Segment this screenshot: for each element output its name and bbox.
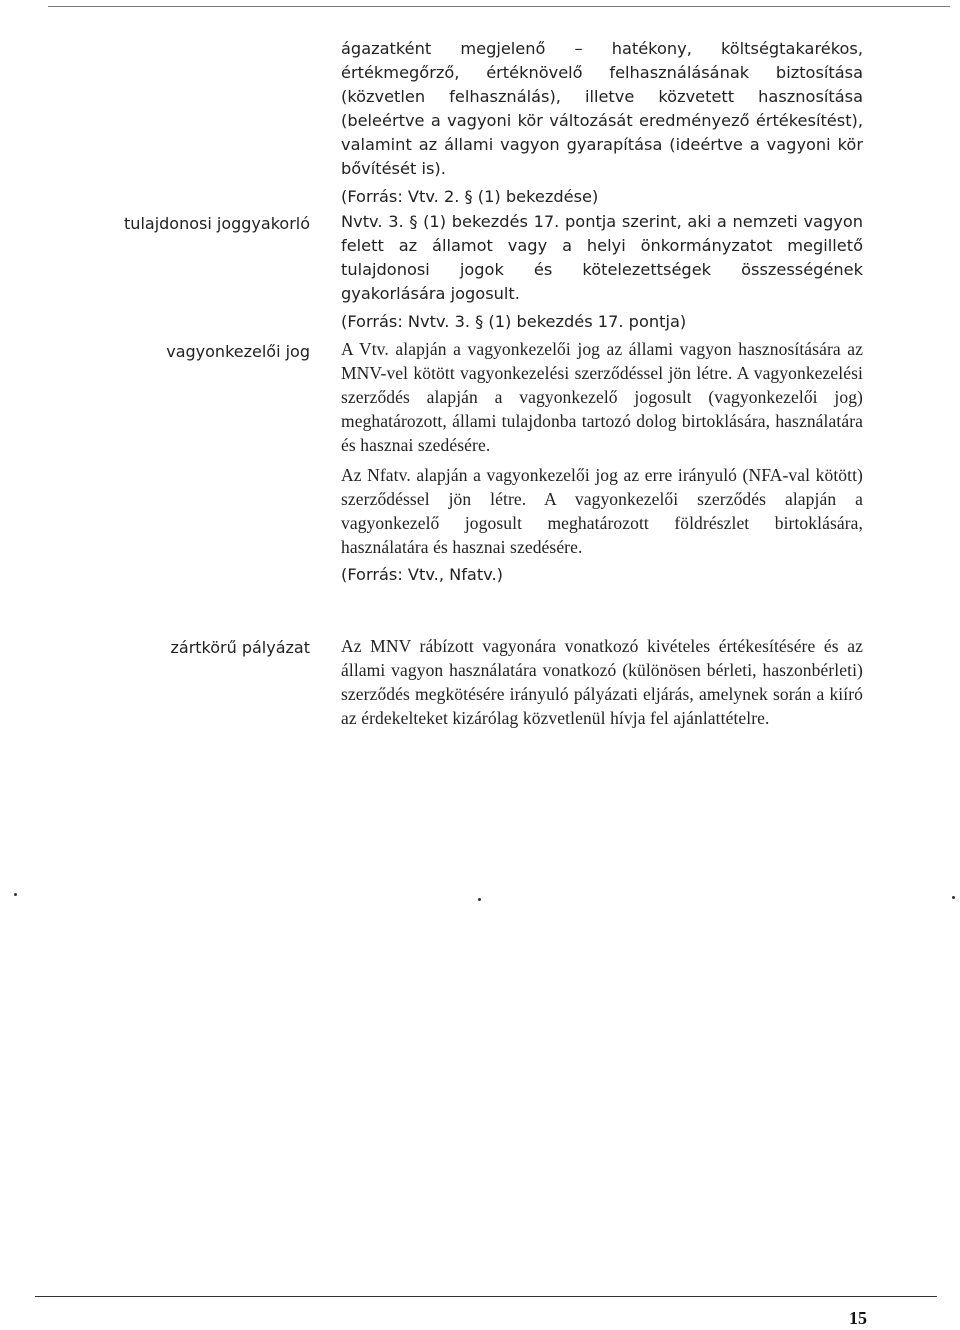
footer-rule [35,1296,937,1297]
definition-paragraph: Az MNV rábízott vagyonára vonatkozó kivételes értékesítésére és az állami vagyon használatára vonatkozó (különösen bérleti, haszonbérleti) szerződés megkötésére irányuló pályázati eljárás, amelynek során a kiíró az érdekelteket kizárólag közvetlenül hívja fel ajánlattételre. [341,636,863,728]
intro-paragraph: ágazatként megjelenő – hatékony, költségtakarékos, értékmegőrző, értéknövelő felhasználásának biztosítása (közvetlen felhasználás), illetve közvetett hasznosítása (beleértve a vagyoni kör változását eredményező értékesítést), valamint az állami vagyon gyarapítása (ideértve a vagyoni kör bővítését is). [341,39,863,178]
term-label: vagyonkezelői jog [166,342,310,361]
intro-definition [341,37,863,209]
term-label: zártkörű pályázat [170,638,310,657]
definition-paragraph: Az Nfatv. alapján a vagyonkezelői jog az erre irányuló (NFA-val kötött) szerződéssel jön létre. A vagyonkezelői szerződés alapján a vagyonkezelő jogosult meghatározott földrészlet birtoklására, használatára és hasznai szedésére. [341,465,863,557]
page-number: 15 [849,1308,867,1328]
top-rule [48,6,950,7]
stray-mark [952,896,955,899]
definition-paragraph: Nvtv. 3. § (1) bekezdés 17. pontja szerint, aki a nemzeti vagyon felett az államot vagy a helyi önkormányzatot megillető tulajdonosi jogok és kötelezettségek összességének gyakorlására jogosult. [341,212,863,303]
intro-source: (Forrás: Vtv. 2. § (1) bekezdése) [341,187,599,206]
definition-source: (Forrás: Vtv., Nfatv.) [341,565,503,584]
term-label: tulajdonosi joggyakorló [124,214,310,233]
definition-paragraph: A Vtv. alapján a vagyonkezelői jog az állami vagyon hasznosítására az MNV-vel kötött vagyonkezelési szerződéssel jön létre. A vagyonkezelési szerződés alapján a vagyonkezelő jogosult (vagyonkezelői jog) meghatározott, állami tulajdonba tartozó dolog birtoklására, használatára és hasznai szedésére. [341,339,863,455]
term-definition [341,337,863,587]
stray-mark [14,893,17,896]
term-definition [341,210,863,334]
stray-mark [478,898,481,901]
term-definition [341,634,863,730]
definition-source: (Forrás: Nvtv. 3. § (1) bekezdés 17. pontja) [341,312,687,331]
